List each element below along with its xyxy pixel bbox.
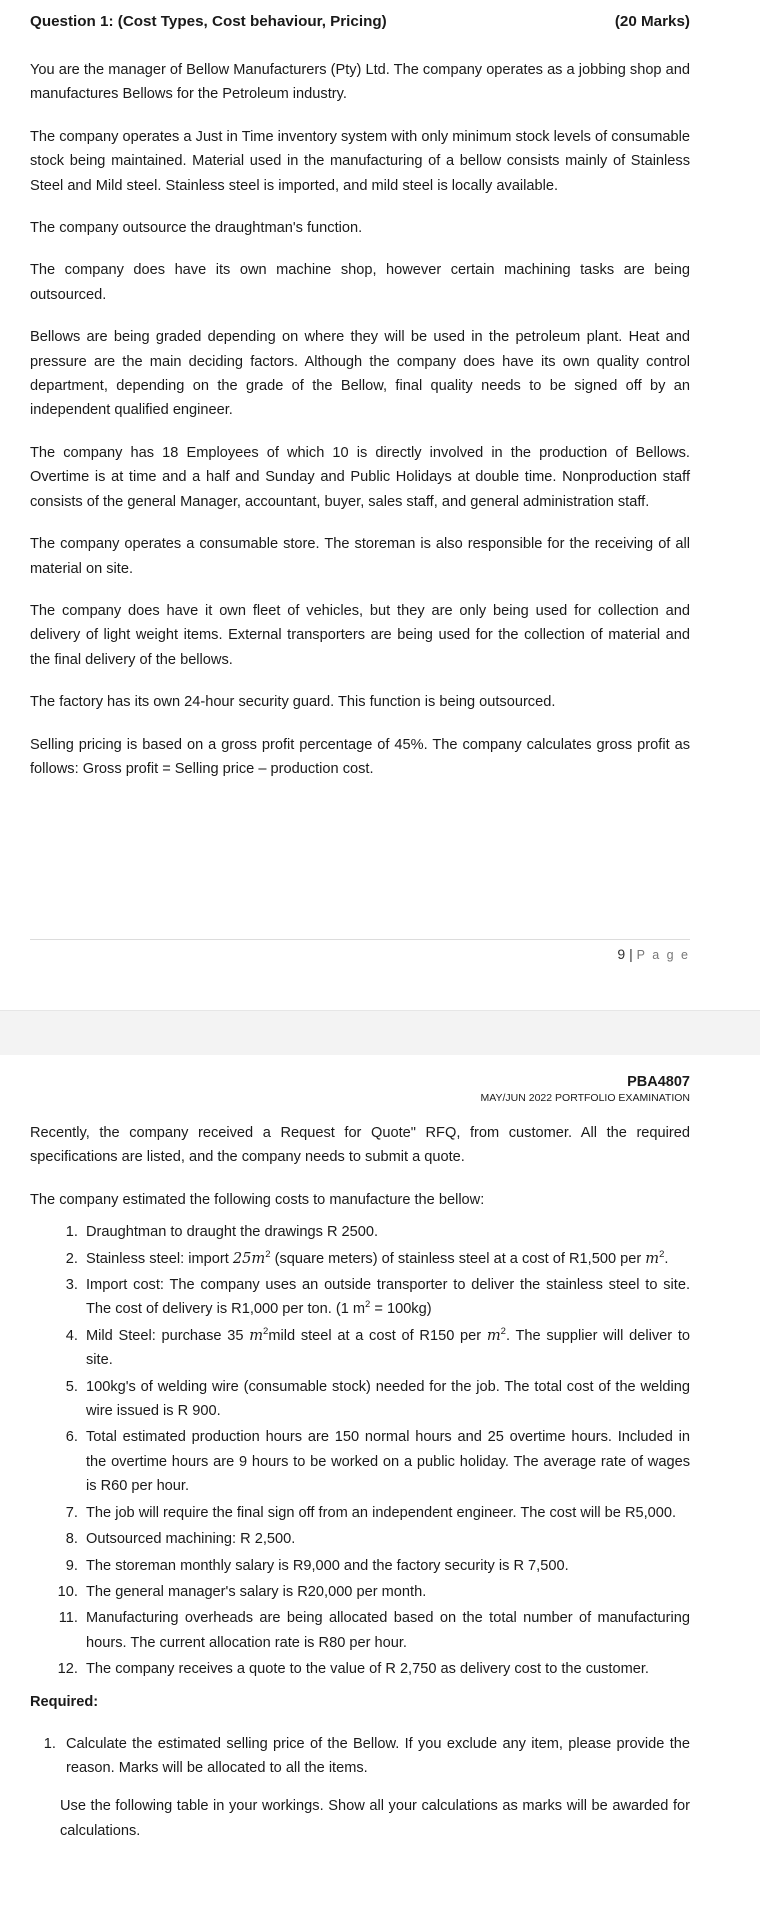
list-item: 1. Draughtman to draught the drawings R 2500.	[82, 1220, 690, 1244]
paragraph: The company does have it own fleet of vehicles, but they are only being used for collection and delivery of light weight items. External transporters are being used for the collection of material and the final delivery of the bellows.	[30, 602, 690, 668]
requirement-item: 1. Calculate the estimated selling price of the Bellow. If you exclude any item, please provide the reason. Marks will be allocated to all the items.	[60, 1732, 690, 1781]
page-break	[0, 1010, 760, 1057]
paragraph: The company operates a consumable store. The storeman is also responsible for the receiving of all material on site.	[30, 536, 690, 577]
page-label: P a g e	[636, 948, 690, 962]
paragraph: Bellows are being graded depending on where they will be used in the petroleum plant. Heat and pressure are the main deciding factors. Although the company does have its own quality control department, depending on the grade of the Bellow, final quality needs to be signed off by an independent qualified engineer.	[30, 329, 690, 419]
list-item: 9. The storeman monthly salary is R9,000 and the factory security is R 7,500.	[82, 1554, 690, 1578]
question-marks: (20 Marks)	[614, 13, 690, 30]
list-item: 10. The general manager's salary is R20,000 per month.	[82, 1580, 690, 1604]
question-title: Question 1: (Cost Types, Cost behaviour, Pricing)	[30, 13, 387, 30]
estimate-intro: The company estimated the following costs to manufacture the bellow:	[30, 1191, 485, 1208]
list-item: 4. Mild Steel: purchase 35 $m^2mild$ steel at a cost of R150 per $m^2$. The supplier will deliver to site.	[82, 1324, 690, 1373]
cost-list	[30, 1220, 690, 1681]
list-item: 11. Manufacturing overheads are being allocated based on the total number of manufacturing hours. The current allocation rate is R80 per hour.	[82, 1606, 690, 1655]
exam-label: MAY/JUN 2022 PORTFOLIO EXAMINATION	[480, 1092, 690, 1104]
course-code: PBA4807	[627, 1074, 690, 1090]
paragraph: The company does have its own machine shop, however certain machining tasks are being outsourced.	[30, 262, 690, 303]
paragraph: The company outsource the draughtman's function.	[30, 220, 363, 237]
paragraph: You are the manager of Bellow Manufacturers (Pty) Ltd. The company operates as a jobbing shop and manufactures Bellows for the Petroleum industry.	[30, 62, 690, 103]
paragraph: The factory has its own 24-hour security guard. This function is being outsourced.	[30, 694, 556, 711]
paragraph: Selling pricing is based on a gross profit percentage of 45%. The company calculates gross profit as follows: Gross profit = Selling price – production cost.	[30, 736, 690, 777]
page-footer: 9 | P a g e	[617, 946, 690, 962]
list-item: 6. Total estimated production hours are 150 normal hours and 25 overtime hours. Included in the overtime hours are 9 hours to be worked on a public holiday. The average rate of wages is R60 per hour.	[82, 1425, 690, 1498]
document-page-2	[0, 1055, 760, 1920]
requirement-note: Use the following table in your workings. Show all your calculations as marks will be awarded for calculations.	[60, 1798, 690, 1839]
paragraph: The company operates a Just in Time inventory system with only minimum stock levels of consumable stock being maintained. Material used in the manufacturing of a bellow consists mainly of Stainless Steel and Mild steel. Stainless steel is imported, and mild steel is locally available.	[30, 128, 690, 194]
list-item: 5. 100kg's of welding wire (consumable stock) needed for the job. The total cost of the welding wire issued is R 900.	[82, 1375, 690, 1424]
list-item: 7. The job will require the final sign off from an independent engineer. The cost will be R5,000.	[82, 1501, 690, 1525]
required-heading: Required:	[30, 1693, 99, 1710]
question-header	[30, 12, 690, 32]
list-item: 3. Import cost: The company uses an outside transporter to deliver the stainless steel to site. The cost of delivery is R1,000 per ton. (1 $m^2 = 100kg$)	[82, 1273, 690, 1322]
requirements-list	[30, 1732, 690, 1781]
list-item: 12. The company receives a quote to the value of R 2,750 as delivery cost to the customer.	[82, 1657, 690, 1681]
list-item: 8. Outsourced machining: R 2,500.	[82, 1527, 690, 1551]
footer-divider	[30, 939, 690, 940]
paragraph: The company has 18 Employees of which 10 is directly involved in the production of Bellows. Overtime is at time and a half and Sunday and Public Holidays at double time. Nonproduction staff consists of the general Manager, accountant, buyer, sales staff, and general administration staff.	[30, 444, 690, 510]
list-item: 2. Stainless steel: import $25m^2$ (square meters) of stainless steel at a cost of R1,500 per $m^2$.	[82, 1247, 690, 1271]
rfq-intro: Recently, the company received a Request for Quote" RFQ, from customer. All the required specifications are listed, and the company needs to submit a quote.	[30, 1125, 690, 1166]
page-number: 9	[617, 946, 626, 962]
